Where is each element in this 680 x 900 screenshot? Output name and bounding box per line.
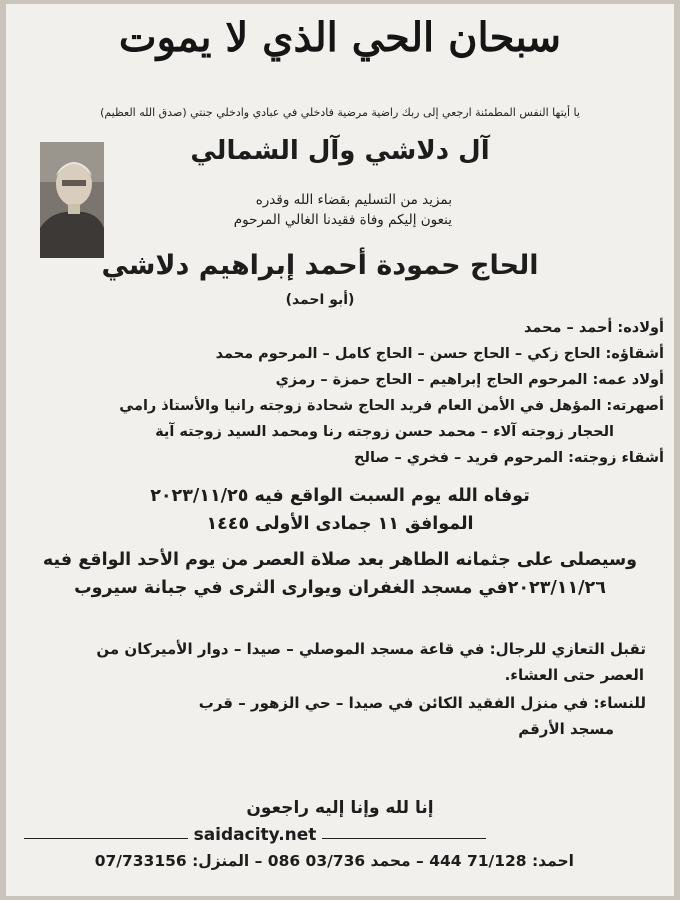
calligraphy-header: سبحان الحي الذي لا يموت — [118, 14, 562, 61]
closing-verse: إنا لله وإنا إليه راجعون — [246, 798, 434, 818]
contact-phones: احمد: 71/128 444 – محمد 03/736 086 – المنزل: 07/733156 — [94, 852, 574, 870]
relatives-line: أشقاؤه: الحاج زكي – الحاج حسن – الحاج كامل – المرحوم محمد — [215, 346, 664, 362]
relatives-line: أولاده: أحمد – محمد — [523, 320, 664, 336]
quran-verse: يا أيتها النفس المطمئنة ارجعي إلى ربك راضية مرضية فادخلي في عبادي وادخلي جنتي (صدق الله العظيم) — [100, 106, 580, 119]
relatives-line: الحجار زوجته آلاء – محمد حسن زوجته رنا ومحمد السيد زوجته آية — [155, 424, 614, 440]
deceased-name: الحاج حمودة أحمد إبراهيم دلاشي — [101, 250, 539, 281]
condolences-women-2: مسجد الأرقم — [518, 720, 614, 738]
intro-line-1: بمزيد من التسليم بقضاء الله وقدره — [255, 192, 452, 208]
hijri-date-line: الموافق ١١ جمادى الأولى ١٤٤٥ — [206, 514, 474, 534]
divider — [24, 838, 188, 839]
obituary-sheet — [6, 4, 674, 896]
family-names: آل دلاشي وآل الشمالي — [190, 136, 490, 166]
intro-line-2: ينعون إليكم وفاة فقيدنا الغالي المرحوم — [233, 212, 452, 228]
website-line — [24, 825, 486, 845]
condolences-men-2: العصر حتى العشاء. — [504, 666, 644, 684]
deceased-nickname: (أبو احمد) — [285, 292, 355, 308]
condolences-men-1: تقبل التعازي للرجال: في قاعة مسجد الموصلي – صيدا – دوار الأميركان من — [96, 640, 646, 658]
death-date-line: توفاه الله يوم السبت الواقع فيه ٢٠٢٣/١١/٢٥ — [150, 486, 530, 506]
divider — [322, 838, 486, 839]
condolences-women-1: للنساء: في منزل الفقيد الكائن في صيدا – حي الزهور – قرب — [198, 694, 646, 712]
funeral-line-1: وسيصلى على جثمانه الطاهر بعد صلاة العصر من يوم الأحد الواقع فيه — [42, 550, 638, 570]
relatives-line: أشقاء زوجته: المرحوم فريد – فخري – صالح — [354, 450, 664, 466]
funeral-line-2: ٢٠٢٣/١١/٢٦في مسجد الغفران ويوارى الثرى في جبانة سيروب — [74, 578, 606, 598]
website-link[interactable]: saidacity.net — [193, 825, 317, 845]
relatives-line: أولاد عمه: المرحوم الحاج إبراهيم – الحاج حمزة – رمزي — [275, 372, 664, 388]
relatives-line: أصهرته: المؤهل في الأمن العام فريد الحاج شحادة زوجته رانيا والأستاذ رامي — [119, 398, 664, 414]
